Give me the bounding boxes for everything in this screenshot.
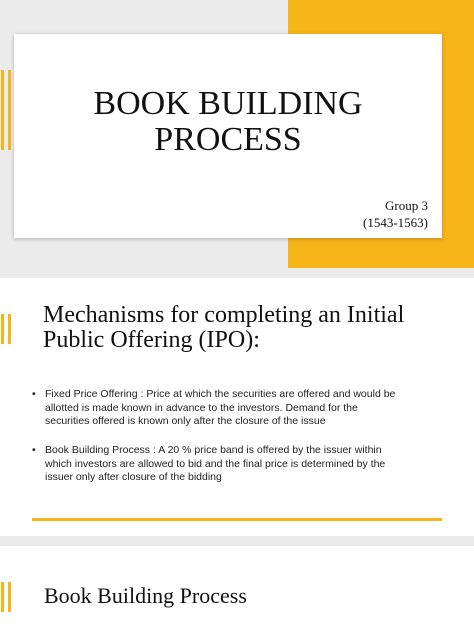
group-name: Group 3 — [385, 198, 428, 213]
accent-stripe — [8, 582, 11, 612]
group-info — [328, 197, 428, 231]
bullet-marker: • — [32, 444, 36, 456]
bullet-line: Fixed Price Offering : Price at which the securities are offered and would be — [45, 388, 396, 400]
title-line: PROCESS — [154, 121, 302, 158]
bullet-line: which investors are allowed to bid and the final price is determined by the — [45, 457, 386, 470]
bullet-line: issuer only after closure of the bidding — [45, 471, 222, 483]
group-roll-range: (1543-1563) — [363, 215, 428, 230]
title-line: Public Offering (IPO): — [43, 327, 260, 353]
mechanisms-slide-title — [43, 303, 463, 353]
accent-stripe — [1, 582, 4, 612]
accent-stripe — [1, 314, 4, 344]
accent-stripe — [8, 314, 11, 344]
bullet-line: securities offered is known only after the closure of the issue — [45, 415, 326, 427]
bullet-fixed-price-offering — [32, 388, 422, 430]
accent-stripe — [1, 70, 4, 150]
bullet-line: Book Building Process : A 20 % price band is offered by the issuer within — [45, 444, 382, 456]
slide3-accent-stripes — [0, 582, 14, 612]
slide2-divider — [32, 518, 442, 521]
book-building-slide-title: Book Building Process — [44, 583, 247, 608]
bullet-line: allotted is made known in advance to the investors. Demand for the — [45, 401, 358, 414]
bullet-marker: • — [32, 388, 36, 400]
title-line: BOOK BUILDING — [93, 85, 363, 122]
bullet-text — [45, 444, 425, 485]
slide1-accent-stripes — [0, 70, 14, 150]
title-slide-heading — [14, 86, 442, 158]
slide2-accent-stripes — [0, 314, 14, 344]
bullet-book-building-process — [32, 444, 422, 486]
title-line: Mechanisms for completing an Initial — [43, 302, 405, 328]
bullet-text — [45, 388, 425, 429]
accent-stripe — [8, 70, 11, 150]
